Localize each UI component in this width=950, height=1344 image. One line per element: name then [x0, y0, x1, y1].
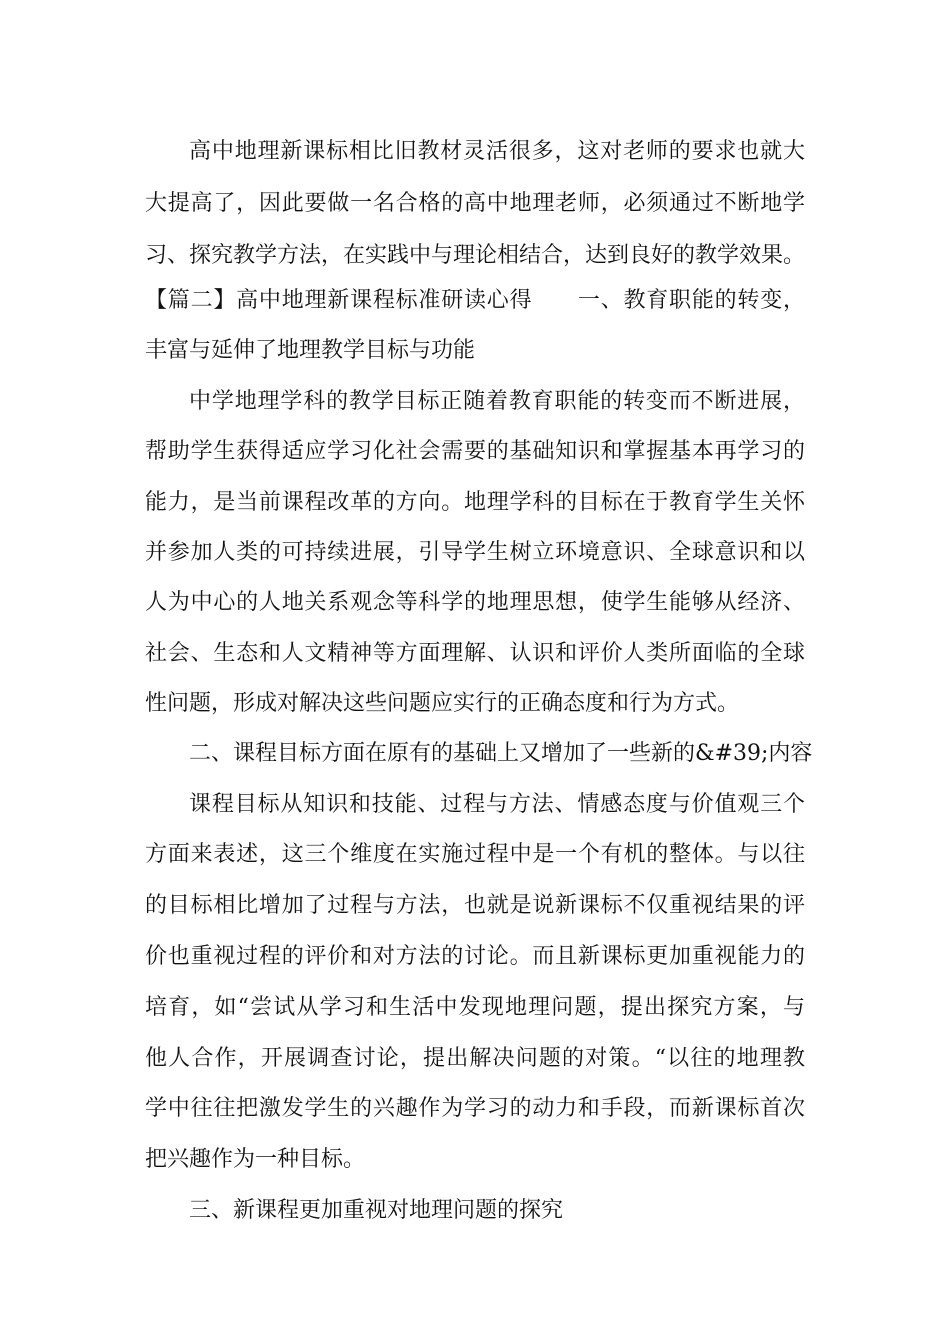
- section-heading-line-2: 丰富与延伸了地理教学目标与功能: [145, 338, 476, 363]
- paragraph-3-line-7: 学中往往把激发学生的兴趣作为学习的动力和手段，而新课标首次: [145, 1096, 805, 1121]
- paragraph-2-line-2: 帮助学生获得适应学习化社会需要的基础知识和掌握基本再学习的: [145, 439, 805, 464]
- paragraph-2-line-4: 并参加人类的可持续进展，引导学生树立环境意识、全球意识和以: [145, 540, 805, 565]
- paragraph-1-line-1: 高中地理新课标相比旧教材灵活很多，这对老师的要求也就大: [189, 139, 805, 164]
- paragraph-1-line-3: 习、探究教学方法，在实践中与理论相结合，达到良好的教学效果。: [145, 243, 806, 268]
- paragraph-2-line-6: 社会、生态和人文精神等方面理解、认识和评价人类所面临的全球: [145, 641, 805, 666]
- paragraph-2-line-5: 人为中心的人地关系观念等科学的地理思想，使学生能够从经济、: [145, 590, 805, 615]
- paragraph-2-line-3: 能力，是当前课程改革的方向。地理学科的目标在于教育学生关怀: [145, 490, 805, 515]
- paragraph-3-line-4: 价也重视过程的评价和对方法的讨论。而且新课标更加重视能力的: [145, 944, 805, 969]
- subheading-2: 二、课程目标方面在原有的基础上又增加了一些新的&#39;内容: [189, 741, 813, 766]
- paragraph-3-line-2: 方面来表述，这三个维度在实施过程中是一个有机的整体。与以往: [145, 842, 805, 867]
- paragraph-2-line-7: 性问题，形成对解决这些问题应实行的正确态度和行为方式。: [145, 691, 740, 716]
- subheading-3: 三、新课程更加重视对地理问题的探究: [189, 1198, 564, 1223]
- paragraph-3-line-5: 培育，如“尝试从学习和生活中发现地理问题，提出探究方案，与: [145, 995, 805, 1020]
- paragraph-2-line-1: 中学地理学科的教学目标正随着教育职能的转变而不断进展，: [189, 389, 805, 414]
- paragraph-3-line-8: 把兴趣作为一种目标。: [145, 1147, 366, 1172]
- section-heading-line-1: 【篇二】高中地理新课程标准研读心得 一、教育职能的转变，: [145, 288, 805, 313]
- paragraph-3-line-6: 他人合作，开展调查讨论，提出解决问题的对策。“以往的地理教: [145, 1046, 805, 1071]
- paragraph-1-line-2: 大提高了，因此要做一名合格的高中地理老师，必须通过不断地学: [145, 191, 805, 216]
- paragraph-3-line-1: 课程目标从知识和技能、过程与方法、情感态度与价值观三个: [189, 792, 805, 817]
- paragraph-3-line-3: 的目标相比增加了过程与方法，也就是说新课标不仅重视结果的评: [145, 893, 805, 918]
